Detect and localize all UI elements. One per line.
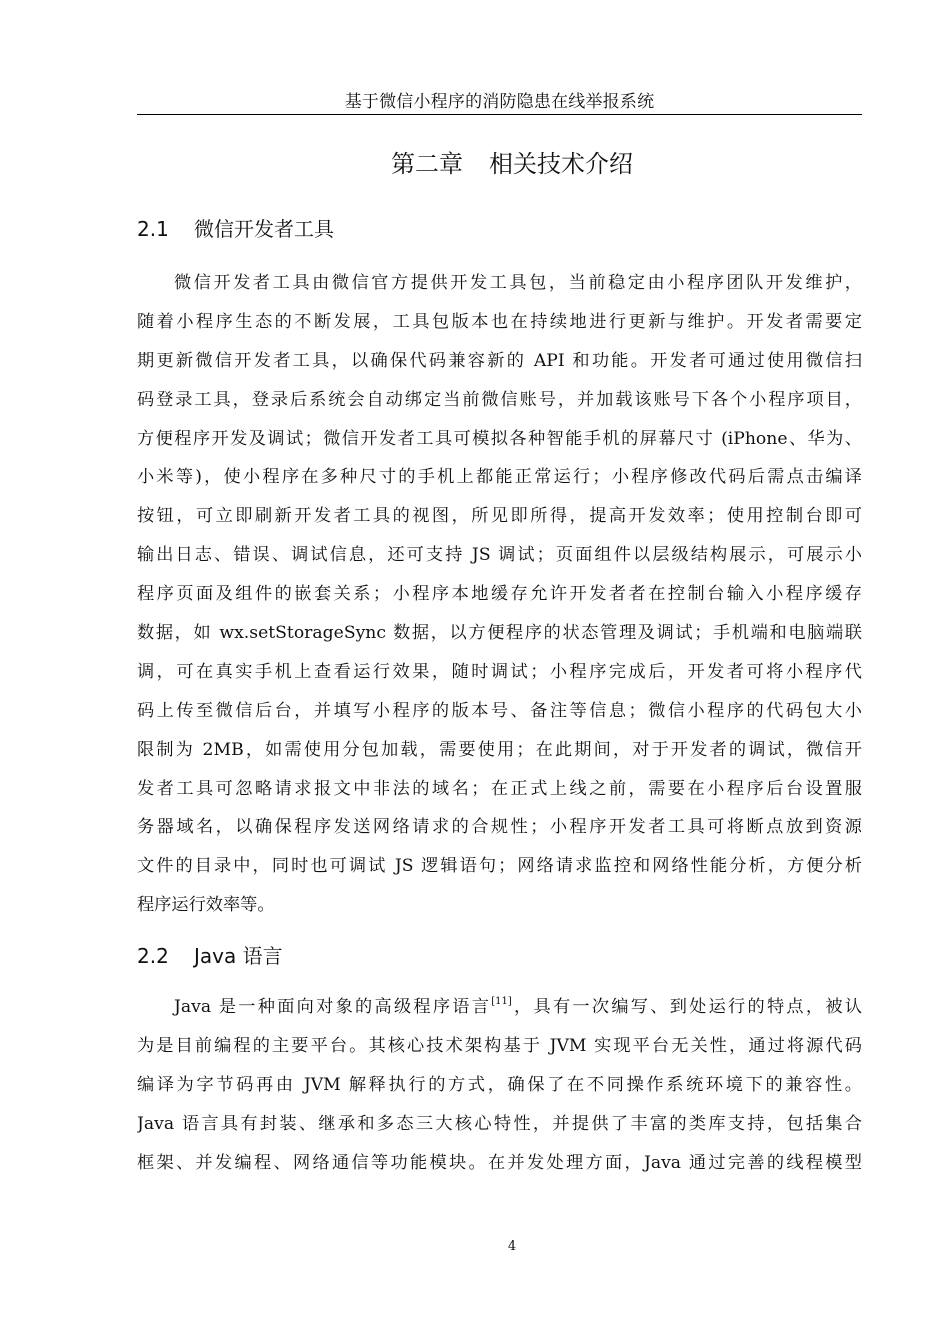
section-title: Java 语言 — [194, 944, 283, 968]
section-heading-2-2 — [137, 942, 283, 970]
paragraph-line: 编译为字节码再由 JVM 解释执行的方式，确保了在不同操作系统环境下的兼容性。 — [137, 1074, 862, 1095]
paragraph-line: 小米等)，使小程序在多种尺寸的手机上都能正常运行；小程序修改代码后需点击编译 — [137, 467, 862, 488]
section-number: 2.1 — [137, 217, 169, 241]
paragraph-line — [137, 988, 862, 1027]
section-number: 2.2 — [137, 944, 169, 968]
header-rule — [137, 114, 862, 115]
paragraph-line: 输出日志、错误、调试信息，还可支持 JS 调试；页面组件以层级结构展示，可展示小 — [137, 545, 862, 566]
text-before-citation: Java 是一种面向对象的高级程序语言 — [174, 997, 492, 1017]
paragraph-line: 随着小程序生态的不断发展，工具包版本也在持续地进行更新与维护。开发者需要定 — [137, 311, 862, 332]
paragraph-line: 微信开发者工具由微信官方提供开发工具包，当前稳定由小程序团队开发维护， — [174, 273, 862, 293]
paragraph-line: 码登录工具，登录后系统会自动绑定当前微信账号，并加载该账号下各个小程序项目， — [137, 389, 862, 410]
paragraph-wechat-devtools — [137, 264, 862, 925]
paragraph-java — [137, 988, 862, 1182]
paragraph-line: 期更新微信开发者工具，以确保代码兼容新的 API 和功能。开发者可通过使用微信扫 — [137, 350, 862, 371]
paragraph-line: 文件的目录中，同时也可调试 JS 逻辑语句；网络请求监控和网络性能分析，方便分析 — [137, 856, 862, 877]
section-title: 微信开发者工具 — [194, 217, 334, 241]
paragraph-line: 框架、并发编程、网络通信等功能模块。在并发处理方面，Java 通过完善的线程模型 — [137, 1152, 862, 1173]
text-after-citation: ，具有一次编写、到处运行的特点，被认 — [511, 997, 862, 1017]
paragraph-line: 方便程序开发及调试；微信开发者工具可模拟各种智能手机的屏幕尺寸 (iPhone、华为、 — [137, 428, 862, 449]
paragraph-line: 调，可在真实手机上查看运行效果，随时调试；小程序完成后，开发者可将小程序代 — [137, 661, 862, 682]
paragraph-line: 码上传至微信后台，并填写小程序的版本号、备注等信息；微信小程序的代码包大小 — [137, 700, 862, 721]
citation-reference[interactable]: [11] — [491, 996, 512, 1007]
paragraph-line: 数据，如 wx.setStorageSync 数据，以方便程序的状态管理及调试；手机端和电脑端联 — [137, 623, 862, 644]
paragraph-line: 程序页面及组件的嵌套关系；小程序本地缓存允许开发者者在控制台输入小程序缓存 — [137, 584, 862, 605]
page-number: 4 — [507, 1239, 517, 1254]
paragraph-line: 为是目前编程的主要平台。其核心技术架构基于 JVM 实现平台无关性，通过将源代码 — [137, 1035, 862, 1056]
chapter-number: 第二章 — [391, 150, 463, 178]
paragraph-line: 务器域名，以确保程序发送网络请求的合规性；小程序开发者工具可将断点放到资源 — [137, 817, 862, 838]
paragraph-line: 按钮，可立即刷新开发者工具的视图，所见即所得，提高开发效率；使用控制台即可 — [137, 506, 862, 527]
section-heading-2-1 — [137, 215, 334, 243]
chapter-title — [137, 148, 887, 180]
chapter-name: 相关技术介绍 — [489, 150, 633, 178]
paragraph-line: Java 语言具有封装、继承和多态三大核心特性，并提供了丰富的类库支持，包括集合 — [137, 1113, 862, 1134]
paragraph-line: 程序运行效率等。 — [137, 895, 275, 916]
running-header: 基于微信小程序的消防隐患在线举报系统 — [344, 92, 655, 112]
paragraph-line: 发者工具可忽略请求报文中非法的域名；在正式上线之前，需要在小程序后台设置服 — [137, 778, 862, 799]
paragraph-line: 限制为 2MB，如需使用分包加载，需要使用；在此期间，对于开发者的调试，微信开 — [137, 739, 862, 760]
